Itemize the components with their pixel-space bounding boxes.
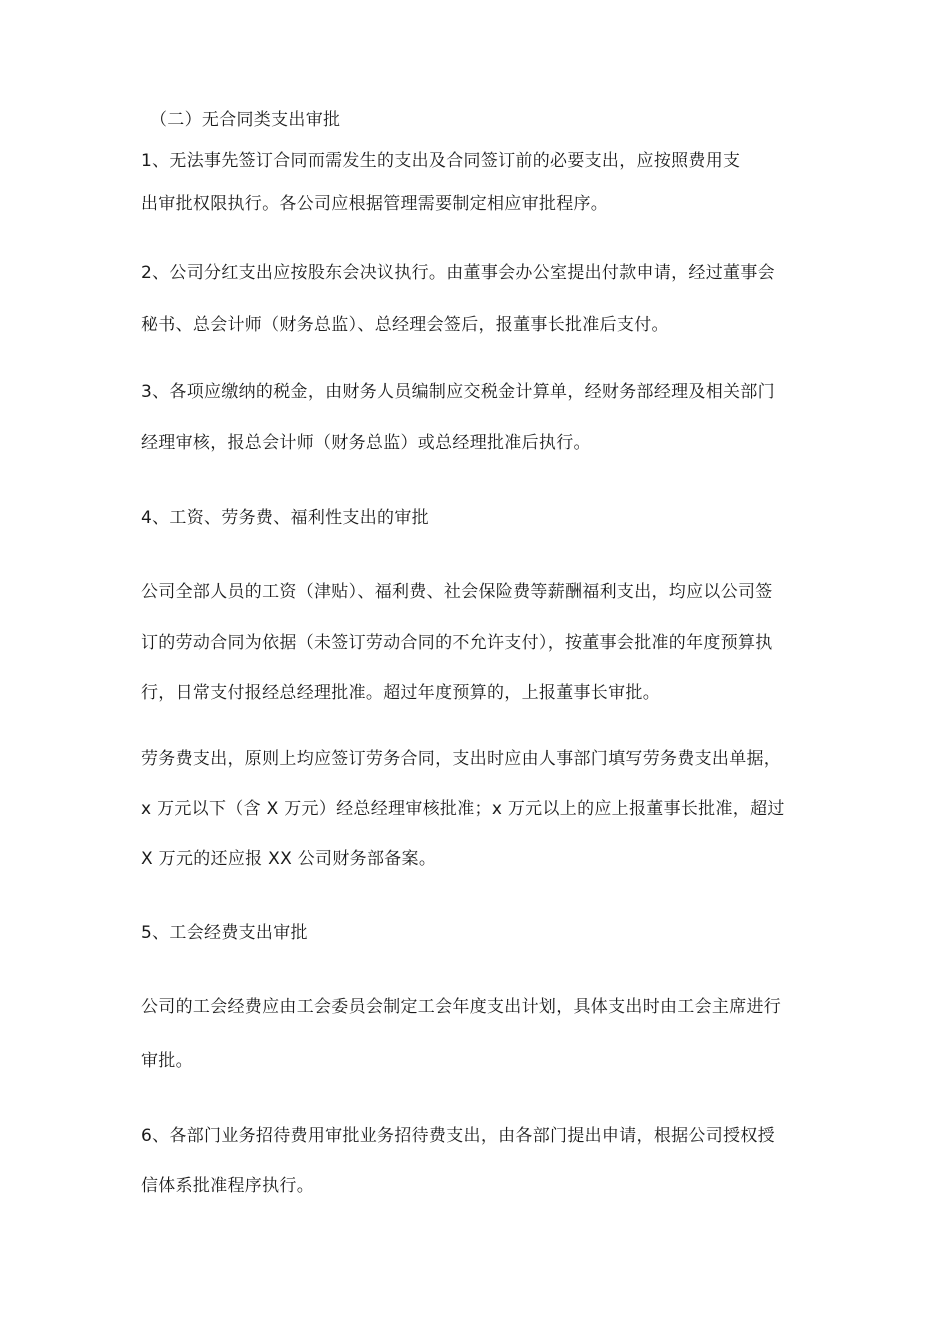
paragraph-1-line-1: 1、无法事先签订合同而需发生的支出及合同签订前的必要支出，应按照费用支 (141, 151, 741, 171)
paragraph-5-line-2: x 万元以下（含 X 万元）经总经理审核批准；x 万元以上的应上报董事长批准，超过 (141, 799, 785, 819)
section-heading: （二）无合同类支出审批 (150, 110, 341, 130)
paragraph-3-line-1: 3、各项应缴纳的税金，由财务人员编制应交税金计算单，经财务部经理及相关部门 (141, 382, 775, 402)
paragraph-1-line-2: 出审批权限执行。各公司应根据管理需要制定相应审批程序。 (141, 194, 609, 214)
paragraph-2-line-1: 2、公司分红支出应按股东会决议执行。由董事会办公室提出付款申请，经过董事会 (141, 263, 775, 283)
paragraph-2-line-2: 秘书、总会计师（财务总监）、总经理会签后，报董事长批准后支付。 (141, 315, 669, 335)
paragraph-5-line-1: 劳务费支出，原则上均应签订劳务合同，支出时应由人事部门填写劳务费支出单据， (141, 749, 782, 769)
paragraph-4-line-3: 行，日常支付报经总经理批准。超过年度预算的，上报董事长审批。 (141, 683, 660, 703)
subsection-4-heading: 4、工资、劳务费、福利性支出的审批 (141, 508, 429, 528)
paragraph-6-line-2: 审批。 (141, 1051, 193, 1071)
paragraph-7-line-1: 6、各部门业务招待费用审批业务招待费支出，由各部门提出申请，根据公司授权授 (141, 1126, 775, 1146)
subsection-5-heading: 5、工会经费支出审批 (141, 923, 308, 943)
paragraph-3-line-2: 经理审核，报总会计师（财务总监）或总经理批准后执行。 (141, 433, 591, 453)
paragraph-6-line-1: 公司的工会经费应由工会委员会制定工会年度支出计划，具体支出时由工会主席进行 (141, 997, 782, 1017)
paragraph-4-line-1: 公司全部人员的工资（津贴）、福利费、社会保险费等薪酬福利支出，均应以公司签 (141, 582, 773, 602)
paragraph-5-line-3: X 万元的还应报 XX 公司财务部备案。 (141, 849, 437, 869)
paragraph-4-line-2: 订的劳动合同为依据（未签订劳动合同的不允许支付），按董事会批准的年度预算执 (141, 633, 773, 653)
paragraph-7-line-2: 信体系批准程序执行。 (141, 1176, 314, 1196)
